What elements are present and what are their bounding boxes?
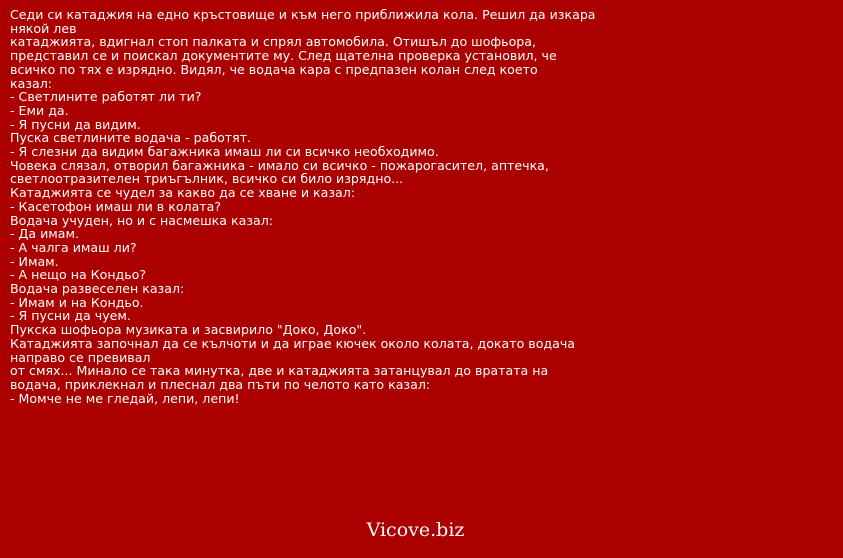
joke-line: направо се превивал bbox=[10, 349, 151, 365]
joke-line: - Имам и на Кондьо. bbox=[10, 294, 144, 310]
joke-text bbox=[10, 8, 830, 405]
joke-line: - А нещо на Кондьо? bbox=[10, 267, 147, 283]
joke-line: светлоотразителен триъгълник, всичко си било изрядно... bbox=[10, 171, 404, 187]
joke-line: Катаджията се чудел за какво да се хване и казал: bbox=[10, 185, 356, 201]
joke-line: Пукска шофьора музиката и засвирило "Доко, Доко". bbox=[10, 322, 367, 338]
joke-line: - Я слезни да видим багажника имаш ли си всичко необходимо. bbox=[10, 144, 439, 160]
joke-line: - Я пусни да видим. bbox=[10, 116, 141, 132]
joke-line: Катаджията започнал да се кълчоти и да играе кючек около колата, докато водача bbox=[10, 335, 575, 351]
joke-line: - Имам. bbox=[10, 253, 59, 269]
joke-line: - Еми да. bbox=[10, 102, 69, 118]
joke-line: Седи си катаджия на едно кръстовище и към него приближила кола. Решил да изкара bbox=[10, 7, 596, 22]
joke-line: Водача учуден, но и с насмешка казал: bbox=[10, 212, 274, 228]
joke-line: казал: bbox=[10, 75, 53, 91]
joke-line: Човека слязал, отворил багажника - имало си всичко - пожарогасител, аптечка, bbox=[10, 157, 549, 173]
joke-line: Водача развеселен казал: bbox=[10, 281, 185, 297]
joke-line: - Касетофон имаш ли в колата? bbox=[10, 198, 222, 214]
joke-line: - Я пусни да чуем. bbox=[10, 308, 131, 324]
joke-line: Пуска светлините водача - работят. bbox=[10, 130, 252, 146]
joke-line: катаджията, вдигнал стоп палката и спрял автомобила. Отишъл до шофьора, bbox=[10, 34, 537, 50]
joke-line: - Светлините работят ли ти? bbox=[10, 89, 202, 105]
joke-line: всичко по тях е изрядно. Видял, че водача кара с предпазен колан след което bbox=[10, 61, 538, 77]
joke-line: - Момче не ме гледай, лепи, лепи! bbox=[10, 390, 240, 406]
joke-line: - А чалга имаш ли? bbox=[10, 239, 137, 255]
joke-line: водача, приклекнал и плеснал два пъти по челото като казал: bbox=[10, 376, 431, 392]
joke-line: - Да имам. bbox=[10, 226, 80, 242]
site-name: Vicove.biz bbox=[366, 519, 465, 541]
joke-line: представил се и поискал документите му. След щателна проверка установил, че bbox=[10, 48, 557, 64]
joke-line: някой лев bbox=[10, 20, 77, 36]
joke-line: от смях... Минало се така минутка, две и катаджията затанцувал до вратата на bbox=[10, 363, 549, 379]
